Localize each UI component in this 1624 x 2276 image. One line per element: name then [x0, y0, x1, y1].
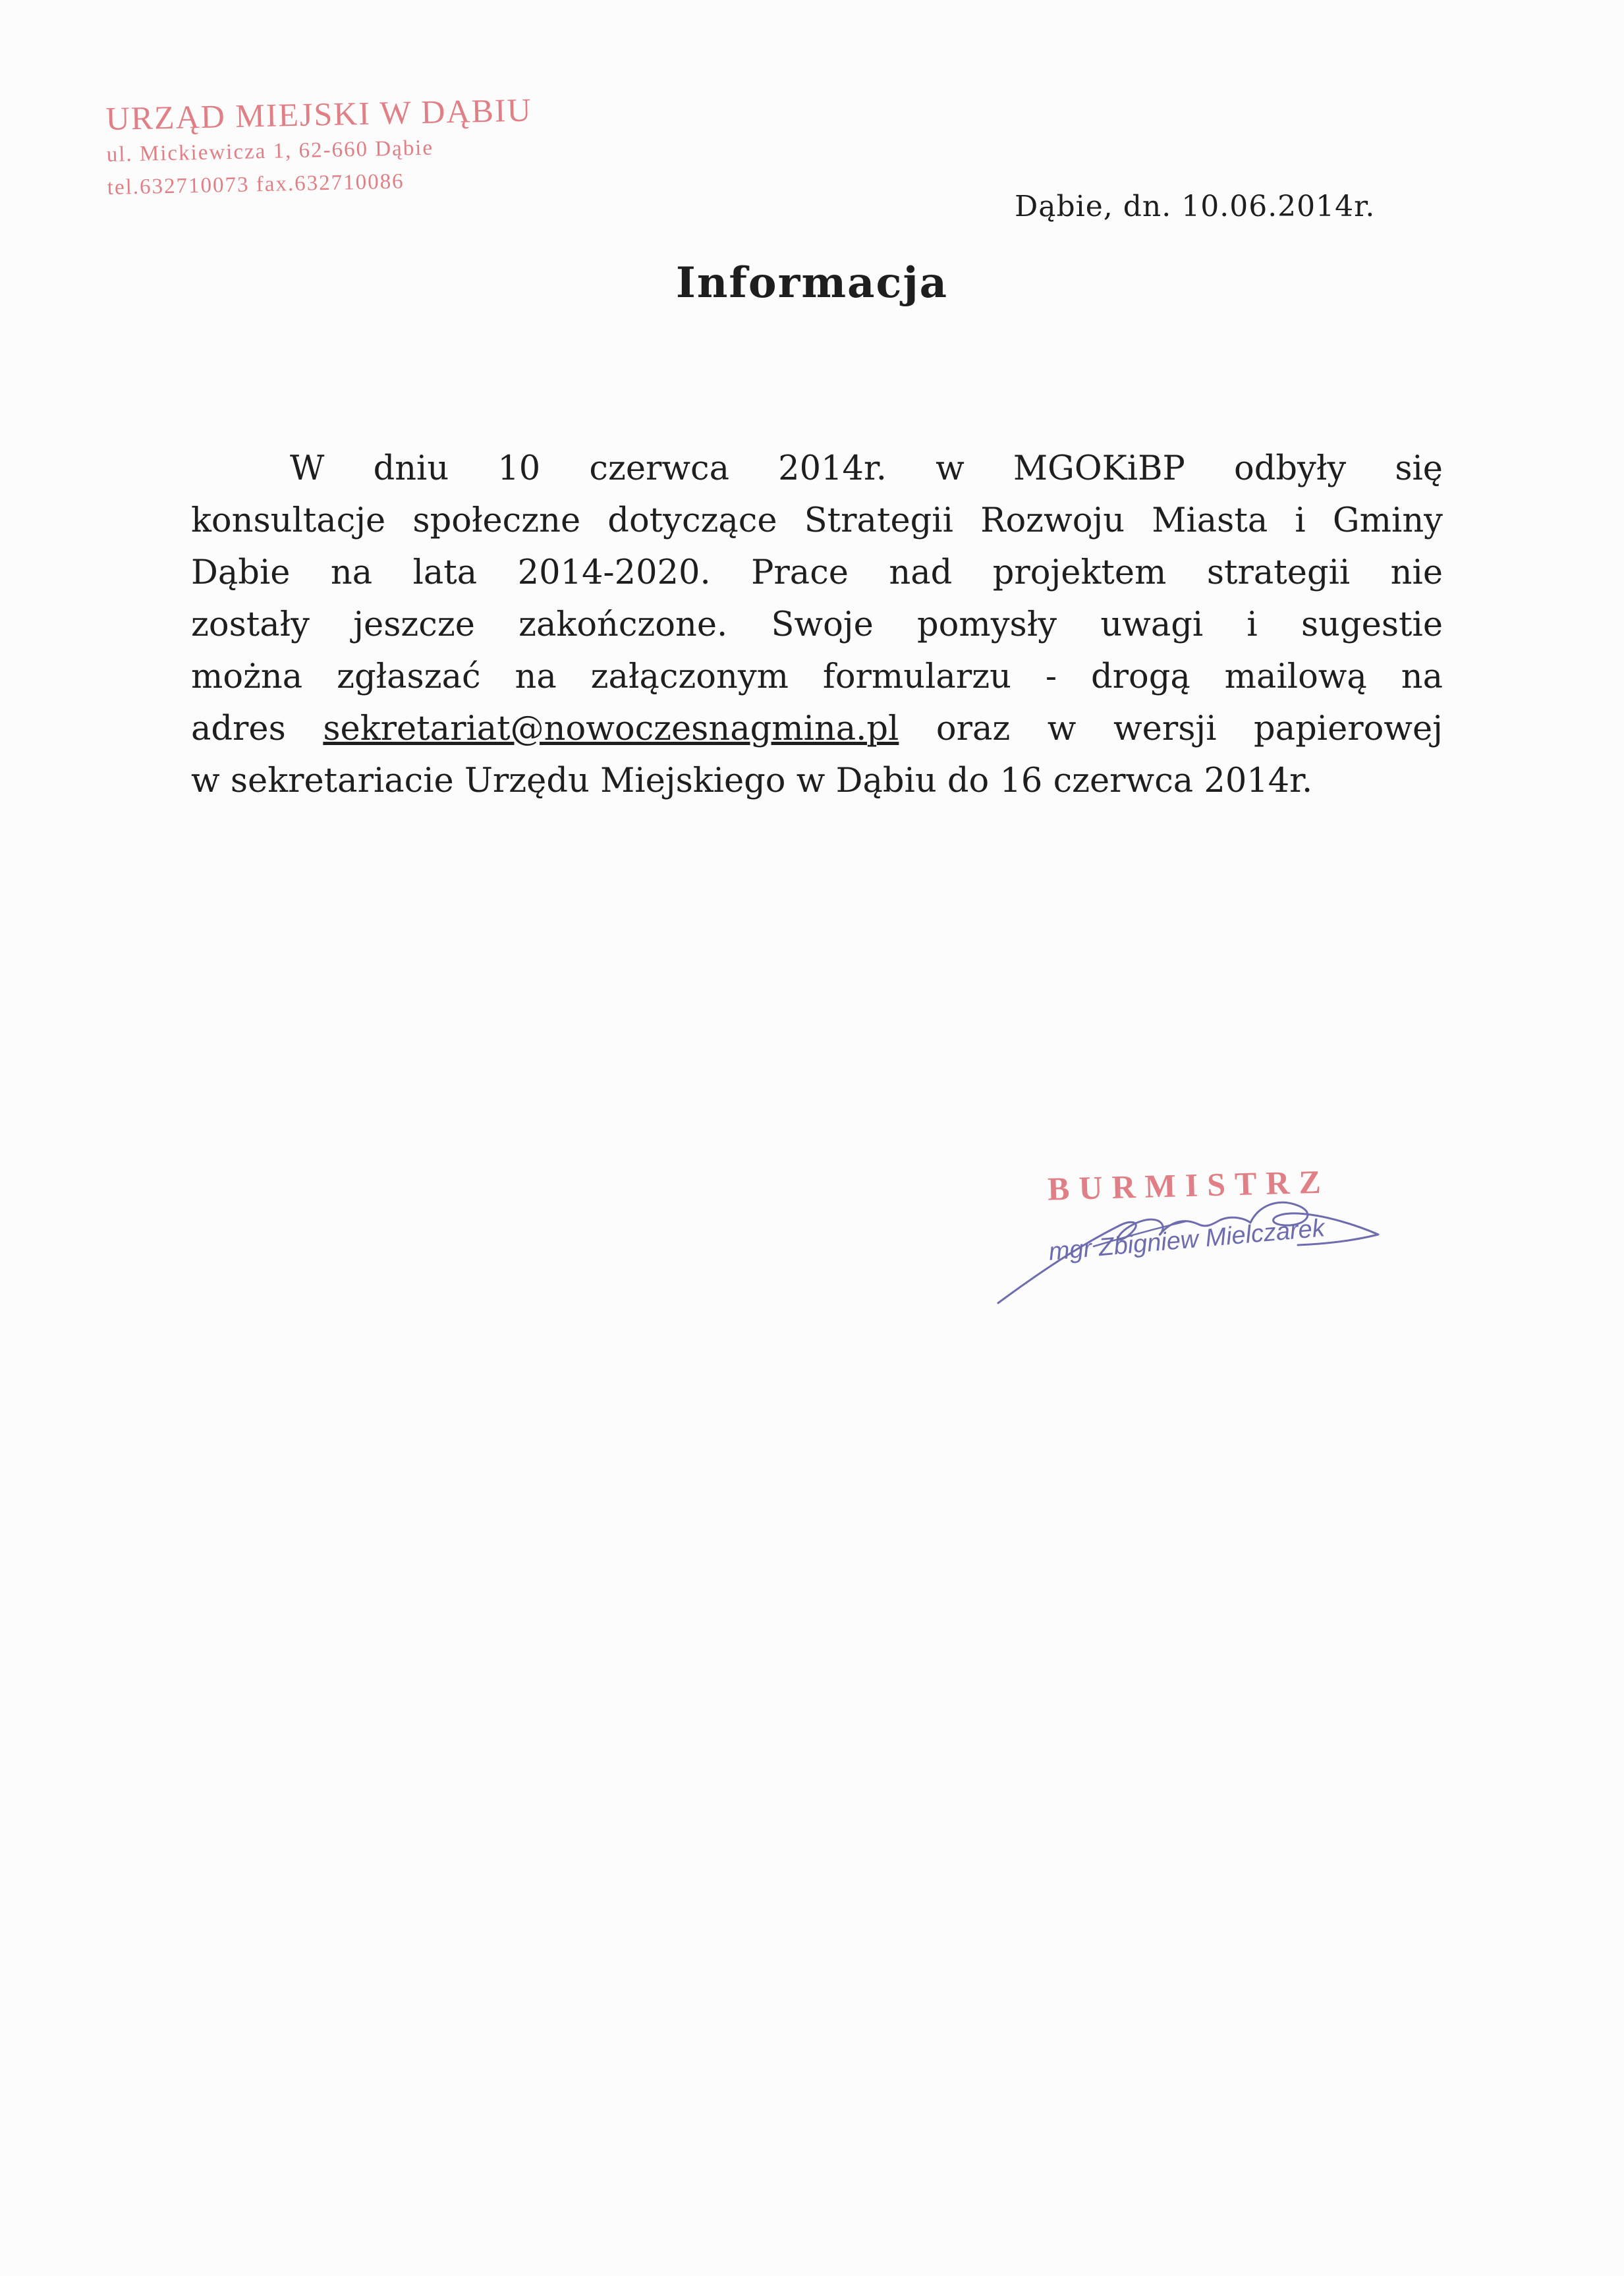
body-line: Dąbie na lata 2014-2020. Prace nad projektem strategii nie	[191, 553, 1443, 592]
date-line: Dąbie, dn. 10.06.2014r.	[1015, 190, 1376, 223]
body-line-with-email	[191, 703, 1443, 755]
document-title: Informacja	[675, 258, 949, 308]
body-paragraph	[191, 443, 1443, 807]
signature-stamp	[988, 1163, 1397, 1318]
signature-title: BURMISTRZ	[1047, 1163, 1331, 1207]
body-line-prefix: adres	[191, 709, 286, 748]
body-line: konsultacje społeczne dotyczące Strategii Rozwoju Miasta i Gminy	[191, 501, 1443, 540]
stamp-address: ul. Mickiewicza 1, 62-660 Dąbie	[106, 136, 434, 167]
body-line: w sekretariacie Urzędu Miejskiego w Dąbiu do 16 czerwca 2014r.	[191, 762, 1313, 800]
body-line: można zgłaszać na załączonym formularzu - drogą mailową na	[191, 657, 1443, 696]
stamp-office-name: URZĄD MIEJSKI W DĄBIU	[105, 91, 533, 137]
email-link[interactable]: sekretariat@nowoczesnagmina.pl	[323, 709, 899, 748]
stamp-phone-fax: tel.632710073 fax.632710086	[107, 169, 405, 200]
office-stamp	[105, 91, 533, 204]
signature-name: mgr Zbigniew Mielczarek	[1048, 1214, 1326, 1266]
body-line-suffix: oraz w wersji papierowej	[936, 709, 1443, 748]
body-line: W dniu 10 czerwca 2014r. w MGOKiBP odbyły się	[290, 449, 1443, 488]
body-line: zostały jeszcze zakończone. Swoje pomysły uwagi i sugestie	[191, 605, 1443, 644]
